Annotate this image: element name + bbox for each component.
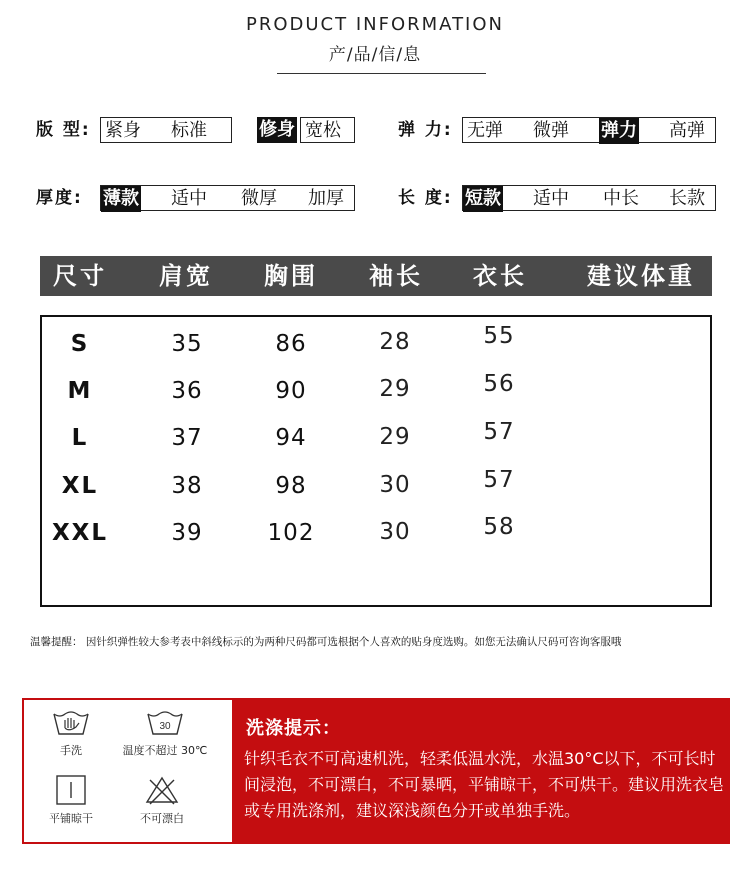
length-label: 长 度: [398,188,453,208]
care-instructions [232,700,728,842]
fit-option-tight: 紧身 [105,120,141,141]
care-item-dry-flat [36,774,106,826]
title-divider [277,73,486,74]
thickness-options-box [100,185,355,211]
fit-option-loose-box [300,117,355,143]
size-table-header [40,256,712,296]
fit-option-loose: 宽松 [305,120,341,141]
temperature-label: 温度不超过 30℃ [122,744,208,757]
table-cell-sleeve: 30 [379,472,411,498]
table-cell-length: 57 [483,419,515,445]
table-cell-size: S [70,331,90,357]
care-item-hand-wash [36,710,106,758]
page-title-cn: 产/品/信/息 [328,45,422,65]
header-sleeve: 袖长 [369,262,423,290]
fit-options-box [100,117,232,143]
table-cell-length: 55 [483,323,515,349]
care-item-temperature [110,710,220,758]
table-cell-chest: 86 [275,331,307,357]
elasticity-label: 弹 力: [398,120,453,140]
table-cell-shoulder: 37 [171,425,203,451]
table-cell-size: XL [61,473,99,499]
table-cell-shoulder: 36 [171,378,203,404]
fit-option-slim: 修身 [257,117,297,143]
table-cell-length: 56 [483,371,515,397]
table-cell-length: 58 [483,514,515,540]
header-chest: 胸围 [264,262,318,290]
hand-wash-icon [51,710,91,738]
header-shoulder: 肩宽 [159,262,213,290]
thickness-option-medium: 适中 [171,188,207,209]
table-cell-sleeve: 30 [379,519,411,545]
elasticity-option-slight: 微弹 [533,120,569,141]
length-option-long: 长款 [669,188,705,209]
thickness-option-thin: 薄款 [101,186,141,212]
table-cell-sleeve: 28 [379,329,411,355]
table-cell-sleeve: 29 [379,424,411,450]
dry-flat-label: 平铺晾干 [49,812,93,825]
thickness-option-thick: 加厚 [308,188,344,209]
care-text: 针织毛衣不可高速机洗，轻柔低温水洗，水温30°C以下，不可长时间浸泡，不可漂白，不可暴晒，平铺晾干，不可烘干。建议用洗衣皂或专用洗涤剂，建议深浅颜色分开或单独手洗。 [244,749,725,820]
length-options-box [462,185,716,211]
table-cell-shoulder: 35 [171,331,203,357]
temperature-30-icon [145,710,185,738]
header-size: 尺寸 [53,262,107,290]
table-cell-chest: 102 [267,520,315,546]
no-bleach-icon [144,774,180,806]
header-weight: 建议体重 [587,262,695,290]
table-cell-sleeve: 29 [379,376,411,402]
length-option-mid-long: 中长 [603,188,639,209]
elasticity-options-box [462,117,716,143]
no-bleach-label: 不可漂白 [140,812,184,825]
hand-wash-label: 手洗 [60,744,82,757]
table-cell-size: M [67,378,93,404]
header-length: 衣长 [473,262,527,290]
table-cell-chest: 94 [275,425,307,451]
thickness-option-slightly-thick: 微厚 [241,188,277,209]
elasticity-option-none: 无弹 [467,120,503,141]
fit-option-standard: 标准 [171,120,207,141]
table-cell-shoulder: 38 [171,473,203,499]
care-panel [22,698,730,844]
table-cell-chest: 90 [275,378,307,404]
length-option-medium: 适中 [533,188,569,209]
thickness-label: 厚度: [36,188,83,208]
table-cell-size: L [71,425,89,451]
care-title: 洗涤提示： [246,718,341,739]
table-cell-shoulder: 39 [171,520,203,546]
elasticity-option-stretch: 弹力 [599,118,639,144]
table-cell-chest: 98 [275,473,307,499]
table-cell-length: 57 [483,467,515,493]
fit-label: 版 型: [36,120,91,140]
page-title-en: PRODUCT INFORMATION [245,14,505,35]
care-item-no-bleach [122,774,202,826]
temperature-value: 30 [159,721,171,732]
sizing-note: 温馨提醒： 因针织弹性较大参考表中斜线标示的为两种尺码都可选根据个人喜欢的贴身度选购。如您无法确认尺码可咨询客服哦 [30,636,622,648]
table-cell-size: XXL [51,520,109,546]
length-option-short: 短款 [463,186,503,212]
dry-flat-icon [55,774,87,806]
elasticity-option-high: 高弹 [669,120,705,141]
size-table-body [40,315,712,607]
